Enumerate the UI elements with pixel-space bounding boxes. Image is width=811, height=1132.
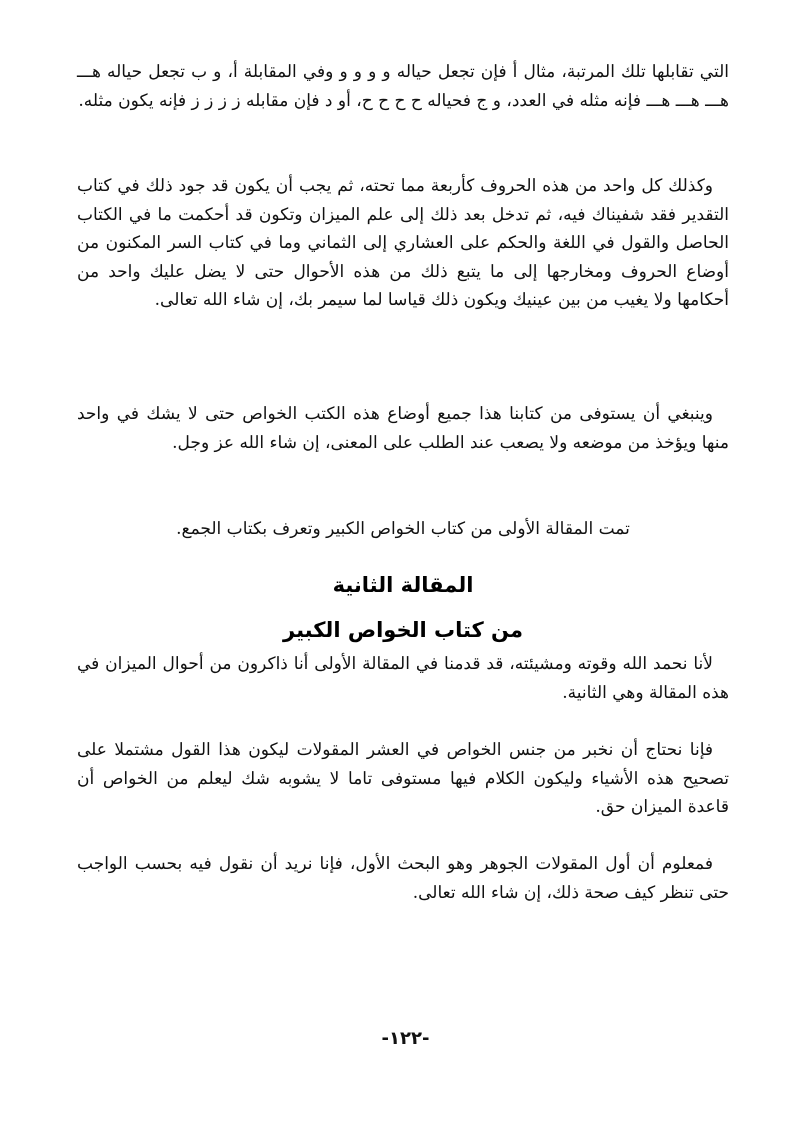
paragraph: فمعلوم أن أول المقولات الجوهر وهو البحث الأول، فإنا نريد أن نقول فيه بحسب الواجب حتى تنظر كيف صحة ذلك، إن شاء الله تعالى. bbox=[77, 854, 729, 903]
chapter-closing-line: تمت المقالة الأولى من كتاب الخواص الكبير وتعرف بكتاب الجمع. bbox=[176, 519, 630, 539]
paragraph-block bbox=[77, 850, 729, 907]
paragraph: وكذلك كل واحد من هذه الحروف كأربعة مما تحته، ثم يجب أن يكون قد جود ذلك في كتاب التقدير فقد شفيناك فيه، ثم تدخل بعد ذلك إلى علم الميزان وتكون قد أحكمت ما في الكتاب الحاصل والقول في اللغة والحكم على العشاري إلى الثماني وما في كتاب السر المكنون من أوضاع الحروف ومخارجها إلى ما يتبع ذلك من هذه الأحوال حتى لا يضل عليك واحد من أحكامها ولا يغيب من بين عينيك ويكون ذلك قياسا لما سيمر بك، إن شاء الله تعالى. bbox=[77, 176, 729, 311]
paragraph: لأنا نحمد الله وقوته ومشيئته، قد قدمنا في المقالة الأولى أنا ذاكرون من أحوال الميزان في هذه المقالة وهي الثانية. bbox=[77, 654, 729, 703]
paragraph: فإنا نحتاج أن نخبر من جنس الخواص في العشر المقولات ليكون هذا القول مشتملا على تصحيح هذه الأشياء وليكون الكلام فيها مستوفى تاما لا يشوبه شك ليعلم من الخواص أن قاعدة الميزان حق. bbox=[77, 740, 729, 818]
section-subtitle: من كتاب الخواص الكبير bbox=[283, 618, 523, 642]
paragraph-continuation: التي تقابلها تلك المرتبة، مثال أ فإن تجعل حياله و و و و وفي المقابلة أ، و ب تجعل حياله هـــ هـــ هـــ هـــ فإنه مثله في العدد، و ج فحياله ح ح ح ح، أو د فإن مقابله ز ز ز ز فإنه يكون مثله. bbox=[77, 62, 729, 111]
paragraph-block bbox=[77, 650, 729, 707]
page-number: -١٢٢- bbox=[381, 1028, 430, 1049]
paragraph-block bbox=[77, 58, 729, 115]
paragraph-block bbox=[77, 172, 729, 315]
paragraph-block bbox=[77, 736, 729, 822]
section-title: المقالة الثانية bbox=[332, 573, 474, 597]
paragraph-block bbox=[77, 400, 729, 457]
paragraph: وينبغي أن يستوفى من كتابنا هذا جميع أوضاع هذه الكتب الخواص حتى لا يشك في واحد منها ويؤخذ من موضعه ولا يصعب عند الطلب على المعنى، إن شاء الله عز وجل. bbox=[77, 404, 729, 453]
